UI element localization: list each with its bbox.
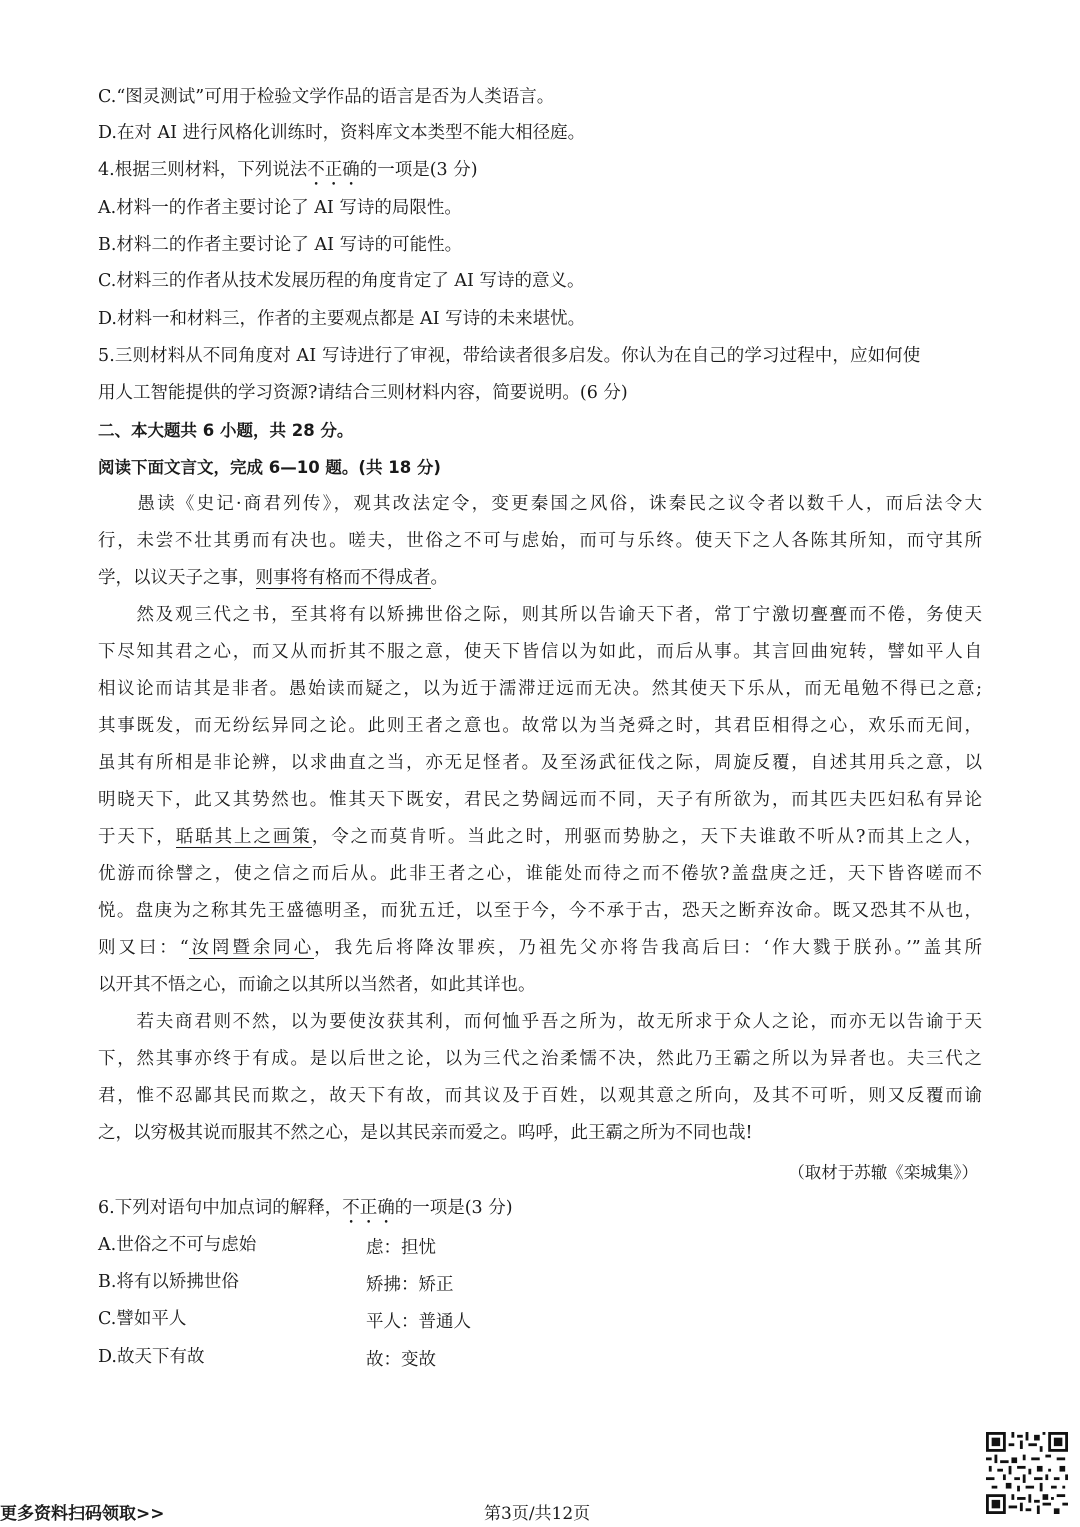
passage-paragraph-2	[98, 597, 982, 1004]
passage-line: 君，惟不忍鄙其民而欺之，故天下有故，而其议及于百姓，以观其意之所向，及其不可听，则又反覆而谕	[98, 1086, 982, 1106]
q4-stem	[98, 159, 478, 190]
q6-option-c-gloss: 平人：普通人	[366, 1312, 471, 1332]
passage-line: 以开其不悟之心，而谕之以其所以当然者，如此其详也。	[98, 975, 536, 995]
passage-line: 下，然其事亦终于有成。是以后世之论，以为三代之治柔懦不决，然此乃王霸之所以为异者也。夫三代之	[98, 1049, 982, 1069]
passage-text: 。	[430, 568, 448, 588]
passage-line: 优游而徐譬之，使之信之而后从。此非王者之心，谁能处而待之而不倦欤?盖盘庚之迁，天下皆咨嗟而不	[98, 864, 982, 884]
passage-line: 悦。盘庚为之称其先王盛德明圣，而犹五迁，以至于今，今不承于古，恐天之断弃汝命。既又恐其不从也，	[98, 901, 982, 921]
q4-stem-emphasis: 不正确	[307, 160, 360, 180]
q4-option-d: D.材料一和材料三，作者的主要观点都是 AI 写诗的未来堪忧。	[98, 309, 586, 329]
passage-line	[98, 930, 982, 967]
passage-line: 下尽知其君之心，而又从而折其不服之意，使天下皆信以为如此，而后从事。其言回曲宛转，譬如平人自	[98, 642, 982, 662]
q4-stem-post: 的一项是(3 分)	[359, 160, 478, 180]
passage-text: ，我先后将降汝罪疾，乃祖先父亦将告我高后曰：‘作大戮于朕孙。’”盖其所	[314, 938, 982, 958]
q6-stem-emphasis: 不正确	[342, 1198, 395, 1218]
q6-option-c: C.譬如平人	[98, 1309, 187, 1329]
passage-text: 则又曰：“	[98, 938, 189, 958]
q3-option-c: C.“图灵测试”可用于检验文学作品的语言是否为人类语言。	[98, 87, 555, 107]
passage-text: 于天下，	[98, 827, 176, 847]
page-number: 第3页/共12页	[484, 1504, 591, 1524]
q5-line-1: 5.三则材料从不同角度对 AI 写诗进行了审视，带给读者很多启发。你认为在自己的学习过程中，应如何使	[98, 346, 921, 366]
q6-option-a-gloss: 虑：担忧	[366, 1238, 436, 1258]
passage-line	[98, 819, 982, 856]
passage-line: 相议论而诘其是非者。愚始读而疑之，以为近于濡滞迂远而无决。然其使天下乐从，而无黾勉不得已之意;	[98, 679, 982, 699]
section-instruction: 阅读下面文言文，完成 6—10 题。(共 18 分)	[98, 458, 441, 477]
q6-option-b: B.将有以矫拂世俗	[98, 1272, 239, 1292]
passage-text: ，令之而莫肯听。当此之时，刑驱而势胁之，天下夫谁敢不听从?而其上之人，	[311, 827, 982, 847]
passage-line: 其事既发，而无纷纭异同之论。此则王者之意也。故常以为当尧舜之时，其君臣相得之心，欢乐而无间，	[98, 716, 982, 736]
passage-line	[98, 560, 982, 597]
q4-option-b: B.材料二的作者主要讨论了 AI 写诗的可能性。	[98, 235, 463, 255]
q6-option-b-gloss: 矫拂：矫正	[366, 1275, 454, 1295]
q6-option-a: A.世俗之不可与虑始	[98, 1235, 257, 1255]
q6-stem-post: 的一项是(3 分)	[394, 1198, 513, 1218]
passage-paragraph-1	[98, 486, 982, 597]
q5-line-2: 用人工智能提供的学习资源?请结合三则材料内容，简要说明。(6 分)	[98, 383, 628, 403]
passage-line: 愚读《史记·商君列传》，观其改法定令，变更秦国之风俗，诛秦民之议令者以数千人，而后法令大	[98, 494, 982, 514]
passage-line: 之，以穷极其说而服其不然之心，是以其民亲而爱之。呜呼，此王霸之所为不同也哉!	[98, 1123, 753, 1143]
passage-line: 明晓天下，此又其势然也。惟其天下既安，君民之势阔远而不同，天子有所欲为，而其匹夫匹妇私有异论	[98, 790, 982, 810]
section-heading: 二、本大题共 6 小题，共 28 分。	[98, 421, 354, 440]
q4-option-c: C.材料三的作者从技术发展历程的角度肯定了 AI 写诗的意义。	[98, 271, 585, 291]
q4-option-a: A.材料一的作者主要讨论了 AI 写诗的局限性。	[98, 198, 462, 218]
qr-code-icon[interactable]	[986, 1432, 1068, 1514]
underlined-phrase-huaze: 聒聒其上之画策	[175, 827, 312, 847]
passage-line: 若夫商君则不然，以为要使汝获其利，而何恤乎吾之所为，故无所求于众人之论，而亦无以告谕于天	[98, 1012, 982, 1032]
underlined-sentence-1: 则事将有格而不得成者	[255, 568, 431, 588]
passage-line: 虽其有所相是非论辨，以求曲直之当，亦无足怪者。及至汤武征伐之际，周旋反覆，自述其用兵之意，以	[98, 753, 982, 773]
passage-text: 学，以议天子之事，	[98, 568, 256, 588]
passage-source: （取材于苏辙《栾城集》）	[788, 1163, 978, 1182]
passage-paragraph-3	[98, 1004, 982, 1152]
q6-stem	[98, 1197, 513, 1228]
q6-option-d: D.故天下有故	[98, 1347, 205, 1367]
passage-line: 然及观三代之书，至其将有以矫拂世俗之际，则其所以告谕天下者，常丁宁激切亹亹而不倦，务使天	[98, 605, 982, 625]
q4-stem-pre: 4.根据三则材料，下列说法	[98, 160, 308, 180]
q6-stem-pre: 6.下列对语句中加点词的解释，	[98, 1198, 343, 1218]
q6-option-d-gloss: 故：变故	[366, 1350, 436, 1370]
q3-option-d: D.在对 AI 进行风格化训练时，资料库文本类型不能大相径庭。	[98, 123, 586, 143]
footer-promo-text[interactable]: 更多资料扫码领取>>	[0, 1504, 165, 1524]
passage-line: 行，未尝不壮其勇而有决也。嗟夫，世俗之不可与虑始，而可与乐终。使天下之人各陈其所知，而守其所	[98, 531, 982, 551]
underlined-phrase-tongxin: 汝罔暨余同心	[188, 938, 315, 958]
